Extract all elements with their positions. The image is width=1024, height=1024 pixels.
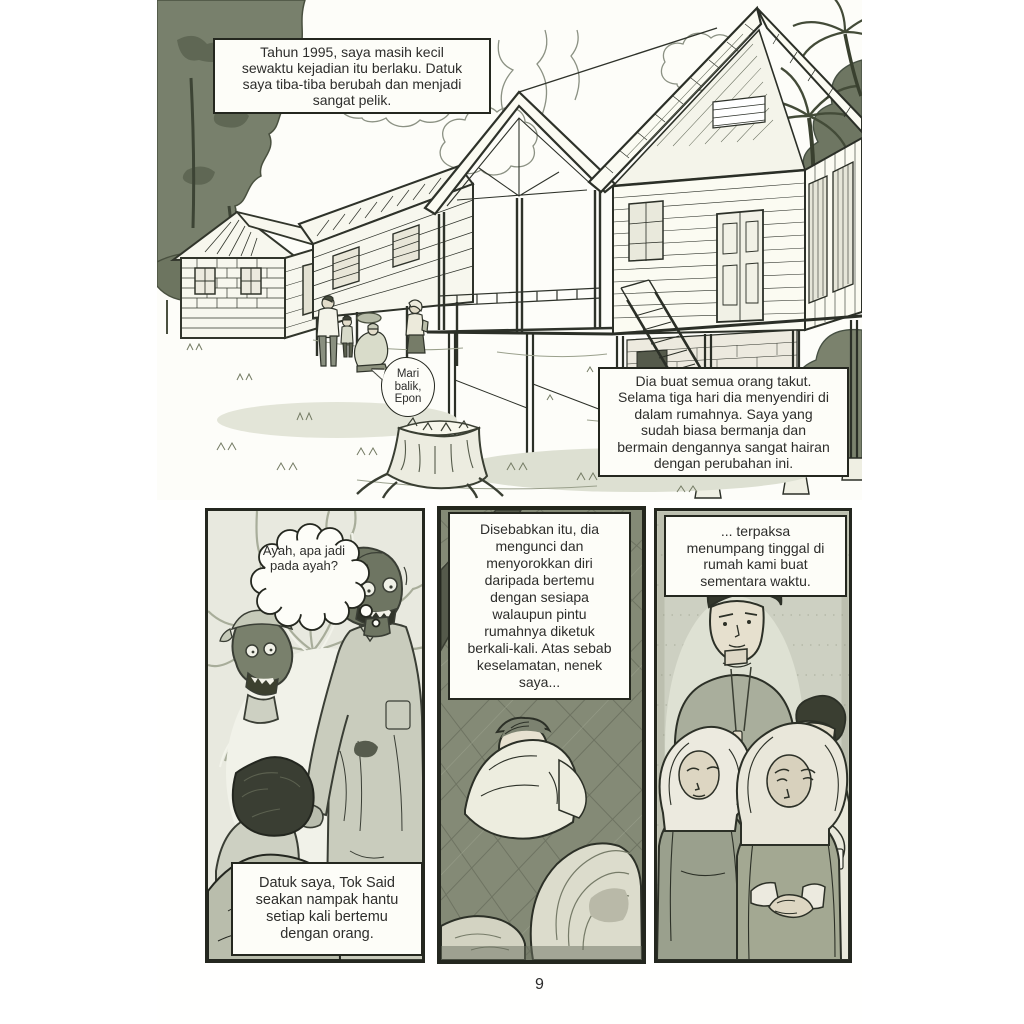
grandmother-and-mother — [657, 723, 847, 960]
speech-bubble-ayah: Ayah, apa jadi pada ayah? — [262, 543, 346, 573]
panel-hiding — [437, 506, 646, 964]
page-number: 9 — [535, 976, 545, 993]
speech-bubble-mari — [381, 357, 435, 417]
caption-box-family: ... terpaksa menumpang tinggal di rumah kami buat sementara waktu. — [664, 515, 847, 597]
caption-box-intro: Tahun 1995, saya masih kecil sewaktu kejadian itu berlaku. Datuk saya tiba-tiba berubah dan menjadi sangat pelik. — [213, 38, 491, 114]
caption-box-fear: Dia buat semua orang takut. Selama tiga hari dia menyendiri di dalam rumahnya. Saya yang sudah biasa bermanja dan bermain dengannya sangat hairan dengan perubahan ini. — [598, 367, 849, 477]
page-sheet — [157, 0, 862, 1024]
woman-right — [737, 723, 847, 960]
speech-bubble-text: Mari balik, Epon — [394, 368, 422, 406]
panel-ghost-figures — [205, 508, 425, 963]
caption-box-hiding: Disebabkan itu, dia mengunci dan menyorokkan diri daripada bertemu dengan sesiapa walaupun pintu rumahnya diketuk berkali-kali. Atas sebab keselamatan, nenek saya... — [448, 512, 631, 700]
caption-box-hantu: Datuk saya, Tok Said seakan nampak hantu setiap kali bertemu dengan orang. — [231, 862, 423, 956]
panel-family — [654, 508, 852, 963]
